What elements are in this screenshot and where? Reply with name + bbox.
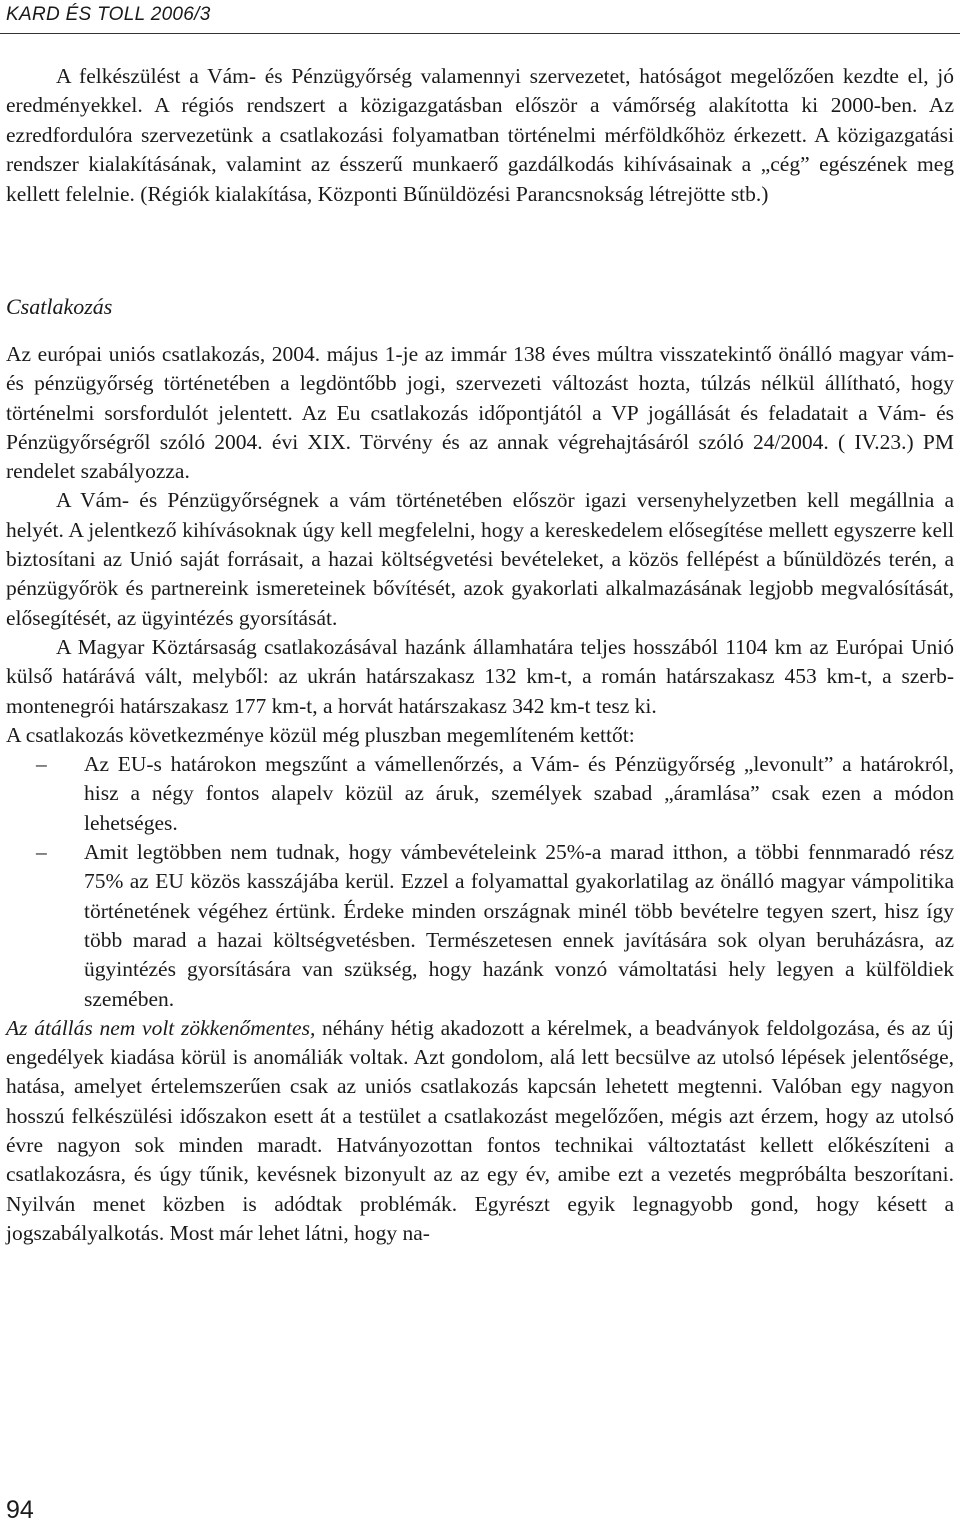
paragraph-2: A Vám- és Pénzügyőrségnek a vám történetében először igazi versenyhelyzetben kell megállnia a helyét. A jelentkező kihívásoknak úgy kell megfelelni, hogy a kereskedelem elősegítése mellett egyszerre kell biztosítani az Unió saját forrásait, a hazai költségvetési bevételeket, a közös fellépést a bűnüldözés terén, a pénzügyőrök és partnereink ismereteinek bővítését, azok gyakorlati alkalmazásának legjobb megvalósítását, elősegítését, az ügyintézés gyorsítását. bbox=[6, 488, 954, 630]
dash-list bbox=[6, 750, 954, 1014]
intro-paragraph: A felkészülést a Vám- és Pénzügyőrség valamennyi szervezetet, hatóságot megelőzően kezdte el, jó eredményekkel. A régiós rendszert a közigazgatásban először a vámőrség alakította ki 2000-ben. Az ezredfordulóra szervezetünk a csatlakozási folyamatban történelmi mérföldkőhöz érkezett. A közigazgatási rendszer kialakításának, valamint az ésszerű munkaerő gazdálkodás kihívásainak a „cég” egészének meg kellett felelnie. (Régiók kialakítása, Központi Bűnüldözési Parancsnokság létrejötte stb.) bbox=[6, 64, 954, 206]
paragraph-4: A csatlakozás következménye közül még pluszban megemlíteném kettőt: bbox=[6, 722, 635, 747]
paragraph-5-lead: Az átállás nem volt zökkenőmentes, bbox=[6, 1015, 316, 1040]
page-number: 94 bbox=[6, 1496, 34, 1524]
paragraph-5 bbox=[6, 1014, 954, 1248]
main-text bbox=[6, 340, 954, 1248]
list-item bbox=[6, 750, 954, 838]
paragraph-3: A Magyar Köztársaság csatlakozásával hazánk államhatára teljes hosszából 1104 km az Európai Unió külső határává vált, melyből: az ukrán határszakasz 132 km-t, a román határszakasz 453 km-t, a szerb-montenegrói határszakasz 177 km-t, a horvát határszakasz 342 km-t tesz ki. bbox=[6, 634, 954, 718]
paragraph-1: Az európai uniós csatlakozás, 2004. május 1-je az immár 138 éves múltra visszatekintő önálló magyar vám- és pénzügyőrség történetében a legdöntőbb jogi, szervezeti változást hozta, túlzás nélkül állítható, hogy történelmi sorsfordulót jelentett. Az Eu csatlakozás időpontjától a VP jogállását és feladatait a Vám- és Pénzügyőrségről szóló 2004. évi XIX. Törvény és az annak végrehajtásáról szóló 24/2004. ( IV.23.) PM rendelet szabályozza. bbox=[6, 342, 954, 484]
list-item-text: Amit legtöbben nem tudnak, hogy vámbevételeink 25%-a marad itthon, a többi fennmaradó rész 75% az EU közös kasszájába kerül. Ezzel a folyamattal gyakorlatilag az önálló magyar vámpolitika történetének végéhez értünk. Érdeke minden országnak minél több bevételre tegyen szert, hisz így több marad a hazai költségvetésben. Természetesen ennek javítására sok olyan beruházásra, az ügyintézés gyorsítására van szükség, hogy hazánk vonzó vámoltatási hely legyen a külföldiek szemében. bbox=[84, 840, 954, 1011]
dash-bullet: – bbox=[36, 752, 47, 777]
header-rule bbox=[0, 33, 960, 34]
running-header: KARD ÉS TOLL 2006/3 bbox=[6, 4, 211, 25]
list-item bbox=[6, 838, 954, 1014]
section-heading: Csatlakozás bbox=[6, 294, 113, 319]
paragraph-5-rest: néhány hétig akadozott a kérelmek, a beadványok feldolgozása, és az új engedélyek kiadása körül is anomáliák voltak. Azt gondolom, alá lett becsülve az utolsó lépések jelentősége, hatása, amelyet értelemszerűen csak az uniós csatlakozás kapcsán lehetett megtenni. Valóban egy nagyon hosszú felkészülési időszakon esett át a testület a csatlakozást megelőzően, mégis azt érzem, hogy az utolsó évre nagyon sok minden maradt. Hatványozottan fontos technikai változtatást kellett előkészíteni a csatlakozásra, és úgy tűnik, kevésnek bizonyult az az egy év, amibe ezt a vezetés megpróbálta beszorítani. Nyilván menet közben is adódtak problémák. Egyrészt egyik legnagyobb gond, hogy késett a jogszabályalkotás. Most már lehet látni, hogy na- bbox=[6, 1015, 955, 1245]
list-item-text: Az EU-s határokon megszűnt a vámellenőrzés, a Vám- és Pénzügyőrség „levonult” a határokról, hisz a négy fontos alapelv közül az áruk, személyek szabad „áramlása” csak ezen a módon lehetséges. bbox=[84, 752, 954, 835]
intro-block bbox=[6, 62, 954, 209]
dash-bullet: – bbox=[36, 840, 47, 865]
